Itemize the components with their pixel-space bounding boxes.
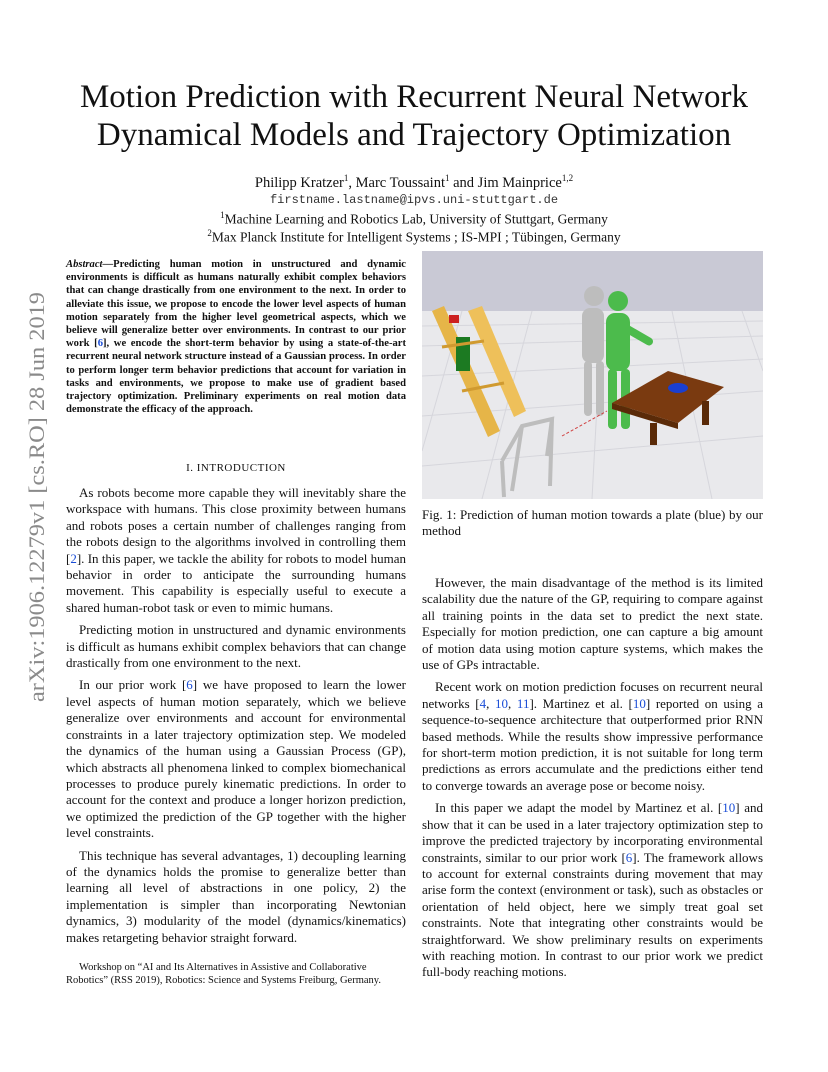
affiliation-2: [40, 228, 788, 246]
citation-link[interactable]: 2: [70, 550, 77, 566]
text: ]. Martinez et al. [: [529, 695, 633, 711]
text: ] we have proposed to learn the lower level aspects of human motion separately, which we believe generalize over environments and account for environmental constraints in a later trajectory optimization step. We modeled the dynamics of the human using a Gaussian Process (GP), which abstracts all phenomena linked to complex biomechanical processes to produce purely kinematic predictions. In order to account for the context and produce a longer horizon prediction, we optimized the prediction of the GP together with the higher level constraints.: [66, 677, 406, 841]
text: ] and show that it can be used in a later trajectory optimization step to improve the predicted trajectory by incorporating environmental constraints, similar to our prior work [: [422, 800, 763, 865]
footnote-line: Robotics” (RSS 2019), Robotics: Science and Systems Freiburg, Germany.: [66, 975, 381, 986]
citation-link[interactable]: 6: [625, 849, 633, 865]
paragraph: [66, 485, 406, 616]
text: As robots become more capable they will inevitably share the workspace with humans. This close proximity between humans and robots poses a certain number of challenges ranging from the robots design to the algorithms involved in controlling them [: [66, 485, 406, 566]
affiliation-text: Machine Learning and Robotics Lab, University of Stuttgart, Germany: [224, 211, 608, 227]
paragraph: [66, 677, 406, 841]
text: In this paper we adapt the model by Martinez et al. [: [435, 800, 723, 816]
citation-link[interactable]: 6: [97, 338, 103, 350]
paragraph: This technique has several advantages, 1) decoupling learning of the dynamics holds the promise to generalize better than learning all level of abstractions in one policy, 2) the implementation is simpler than incorporating Newtonian dynamics, 3) modularity of the model (dynamics/kinematics) makes retargeting behavior straight forward.: [66, 847, 406, 945]
author-sup: 1: [343, 173, 349, 183]
footnote-line: Workshop on “AI and Its Alternatives in Assistive and Collaborative: [79, 962, 367, 973]
affiliation-text: Max Planck Institute for Intelligent Systems ; IS-MPI ; Tübingen, Germany: [211, 229, 621, 245]
citation-link[interactable]: 10: [495, 695, 509, 711]
citation-link[interactable]: 10: [632, 695, 646, 711]
figure-1: [422, 251, 763, 499]
author-name: Jim Mainprice: [477, 174, 562, 191]
footnote: [66, 961, 406, 987]
citation-link[interactable]: 10: [722, 800, 736, 816]
figure-caption: Fig. 1: Prediction of human motion towards a plate (blue) by our method: [422, 507, 763, 539]
affiliation-sup: 2: [207, 228, 212, 238]
arxiv-stamp-svg: [14, 290, 54, 702]
text: ,: [508, 695, 517, 711]
abstract-label: Abstract: [66, 259, 103, 270]
paper-title: [40, 78, 788, 154]
paragraph: Predicting motion in unstructured and dynamic environments is difficult as humans exhibit complex behaviors that can change drastically from one environment to the next.: [66, 622, 406, 671]
title-line-1: Motion Prediction with Recurrent Neural Network: [79, 79, 749, 115]
text: ] reported on using a sequence-to-sequence architecture that outperformed prior RNN based methods. While the results show impressive performance for short-term motion prediction, it is not suitable for long term predictions as errors accumulate and the predictions either tend to converge towards an average pose or become noisy.: [422, 695, 763, 793]
arxiv-id: arXiv:1906.12279v1 [cs.RO] 28 Jun 2019: [24, 331, 49, 702]
text: ]. The framework allows to account for external constraints during movement that may arise form the context (environment or task), such as obstacles or orientation of held object, here we simply treat goal set constraints. Note that integrating other constraints would be straightforward. We show preliminary results on experiments with reaching motion. In contrast to our prior work we predict full-body reaching motions.: [422, 849, 763, 980]
abstract-text: ], we encode the short-term behavior by using a state-of-the-art recurrent neural network structure instead of a Gaussian process. In order to perform longer term behavior predictions that account for variation in tasks and environments, we propose to make use of gradient based trajectory optimization. Preliminary experiments on real motion data demonstrate the efficacy of the approach.: [66, 338, 406, 416]
affiliation-1: [40, 210, 788, 228]
left-column: [66, 485, 406, 952]
citation-link[interactable]: 4: [479, 695, 487, 711]
abstract: [66, 258, 406, 416]
text: ]. In this paper, we tackle the ability for robots to model human behavior in order to anticipate the surrounding humans movement. This capability is especially useful to execute a shared human-robot task or even to mimic humans.: [66, 550, 406, 615]
text: In our prior work [: [79, 677, 187, 693]
author-sup: 1: [444, 173, 450, 183]
affiliation-sup: 1: [220, 210, 225, 220]
abstract-text: —Predicting human motion in unstructured and dynamic environments is difficult as humans naturally exhibit complex behaviors that can change drastically from one environment to the next. In order to alleviate this issue, we propose to encode the lower level aspects of human motion separately from the higher level geometrical aspects, which we believe will generalize better over environments. In contrast to our prior work [: [66, 259, 406, 350]
author-name: Marc Toussaint: [355, 174, 445, 191]
section-heading: I. INTRODUCTION: [186, 462, 286, 474]
right-column: [422, 575, 763, 987]
author-name: Philipp Kratzer: [254, 174, 344, 191]
author-email: firstname.lastname@ipvs.uni-stuttgart.de: [269, 193, 559, 207]
author-list: Philipp Kratzer$^1$, Marc Toussaint$^1$ and Jim Mainprice$^{1,2}$: [254, 173, 574, 191]
text: ,: [486, 695, 496, 711]
paragraph: However, the main disadvantage of the method is its limited scalability due the nature of the GP, requiring to compare against all training points in the data set to predict the next state. Especially for motion prediction, one can capture a big amount of motion data using motion capture systems, which makes the use of GPs intractable.: [422, 575, 763, 673]
citation-link[interactable]: 11: [516, 695, 530, 711]
figure-scene: [422, 251, 763, 499]
author-sup: 1,2: [561, 173, 574, 183]
plate: [668, 383, 688, 393]
paragraph: [422, 800, 763, 980]
paragraph: [422, 679, 763, 794]
text: Recent work on motion prediction focuses on recurrent neural networks [: [422, 679, 763, 711]
title-line-2: Dynamical Models and Trajectory Optimization: [96, 117, 732, 153]
citation-link[interactable]: 6: [186, 677, 193, 693]
arxiv-stamp: [14, 290, 54, 702]
